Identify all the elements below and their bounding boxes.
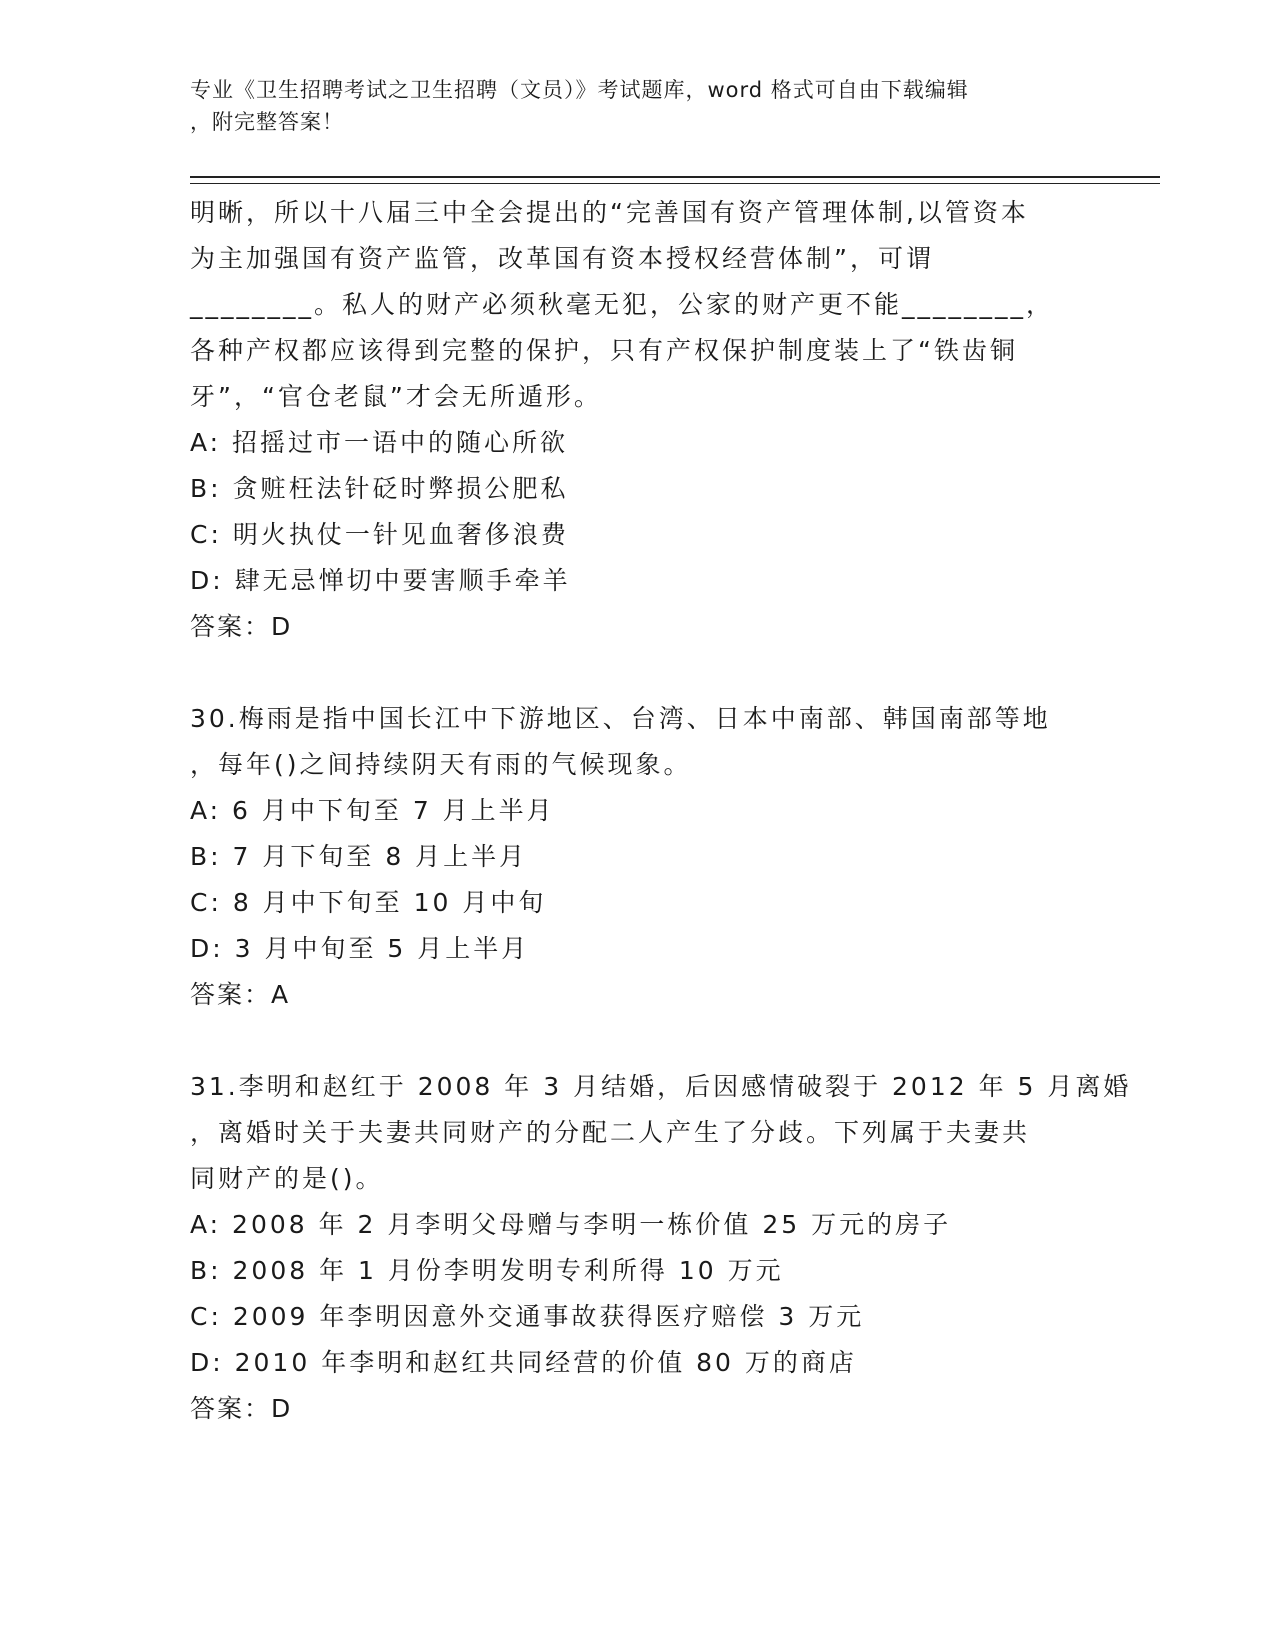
question-29-stem-line-3: ________。私人的财产必须秋毫无犯，公家的财产更不能________， — [190, 290, 1055, 319]
question-30-option-b: B: 7 月下旬至 8 月上半月 — [190, 842, 528, 871]
question-31-stem-line-2: ，离婚时关于夫妻共同财产的分配二人产生了分歧。下列属于夫妻共 — [190, 1118, 1031, 1147]
question-29-stem-line-5: 牙”，“官仓老鼠”才会无所遁形。 — [190, 382, 602, 411]
question-list — [190, 190, 1132, 1432]
question-29-option-a: A: 招摇过市一语中的随心所欲 — [190, 428, 569, 457]
question-29 — [190, 190, 1090, 650]
question-30-stem-line-1: 30.梅雨是指中国长江中下游地区、台湾、日本中南部、韩国南部等地 — [190, 704, 1051, 733]
question-30 — [190, 696, 1090, 1018]
header-title-line-1: 专业《卫生招聘考试之卫生招聘（文员）》考试题库，word 格式可自由下载编辑 — [190, 78, 969, 102]
question-31-stem-line-1: 31.李明和赵红于 2008 年 3 月结婚，后因感情破裂于 2012 年 5 月离婚 — [190, 1072, 1132, 1101]
question-30-option-c: C: 8 月中下旬至 10 月中旬 — [190, 888, 547, 917]
spacer — [190, 650, 1090, 696]
question-31-option-a: A: 2008 年 2 月李明父母赠与李明一栋价值 25 万元的房子 — [190, 1210, 952, 1239]
question-29-option-c: C: 明火执仗一针见血奢侈浪费 — [190, 520, 569, 549]
question-31-option-b: B: 2008 年 1 月份李明发明专利所得 10 万元 — [190, 1256, 784, 1285]
page-header — [190, 74, 1090, 138]
question-31 — [190, 1064, 1132, 1432]
question-29-option-d: D: 肆无忌惮切中要害顺手牵羊 — [190, 566, 571, 595]
question-30-option-d: D: 3 月中旬至 5 月上半月 — [190, 934, 530, 963]
question-29-stem-line-4: 各种产权都应该得到完整的保护，只有产权保护制度装上了“铁齿铜 — [190, 336, 1018, 365]
question-31-option-d: D: 2010 年李明和赵红共同经营的价值 80 万的商店 — [190, 1348, 857, 1377]
question-30-stem-line-2: ，每年()之间持续阴天有雨的气候现象。 — [190, 750, 692, 779]
question-31-stem-line-3: 同财产的是()。 — [190, 1164, 384, 1193]
header-title-line-2: ，附完整答案！ — [190, 110, 344, 134]
question-29-answer: 答案：D — [190, 612, 293, 641]
question-31-answer: 答案：D — [190, 1394, 293, 1423]
header-divider-thin — [190, 183, 1160, 184]
question-29-option-b: B: 贪赃枉法针砭时弊损公肥私 — [190, 474, 569, 503]
header-divider-thick — [190, 176, 1160, 178]
question-30-answer: 答案：A — [190, 980, 291, 1009]
question-29-stem-line-1: 明晰，所以十八届三中全会提出的“完善国有资产管理体制,以管资本 — [190, 198, 1029, 227]
question-30-option-a: A: 6 月中下旬至 7 月上半月 — [190, 796, 555, 825]
spacer — [190, 1018, 1090, 1064]
question-31-option-c: C: 2009 年李明因意外交通事故获得医疗赔偿 3 万元 — [190, 1302, 865, 1331]
question-29-stem-line-2: 为主加强国有资产监管，改革国有资本授权经营体制”，可谓 — [190, 244, 934, 273]
